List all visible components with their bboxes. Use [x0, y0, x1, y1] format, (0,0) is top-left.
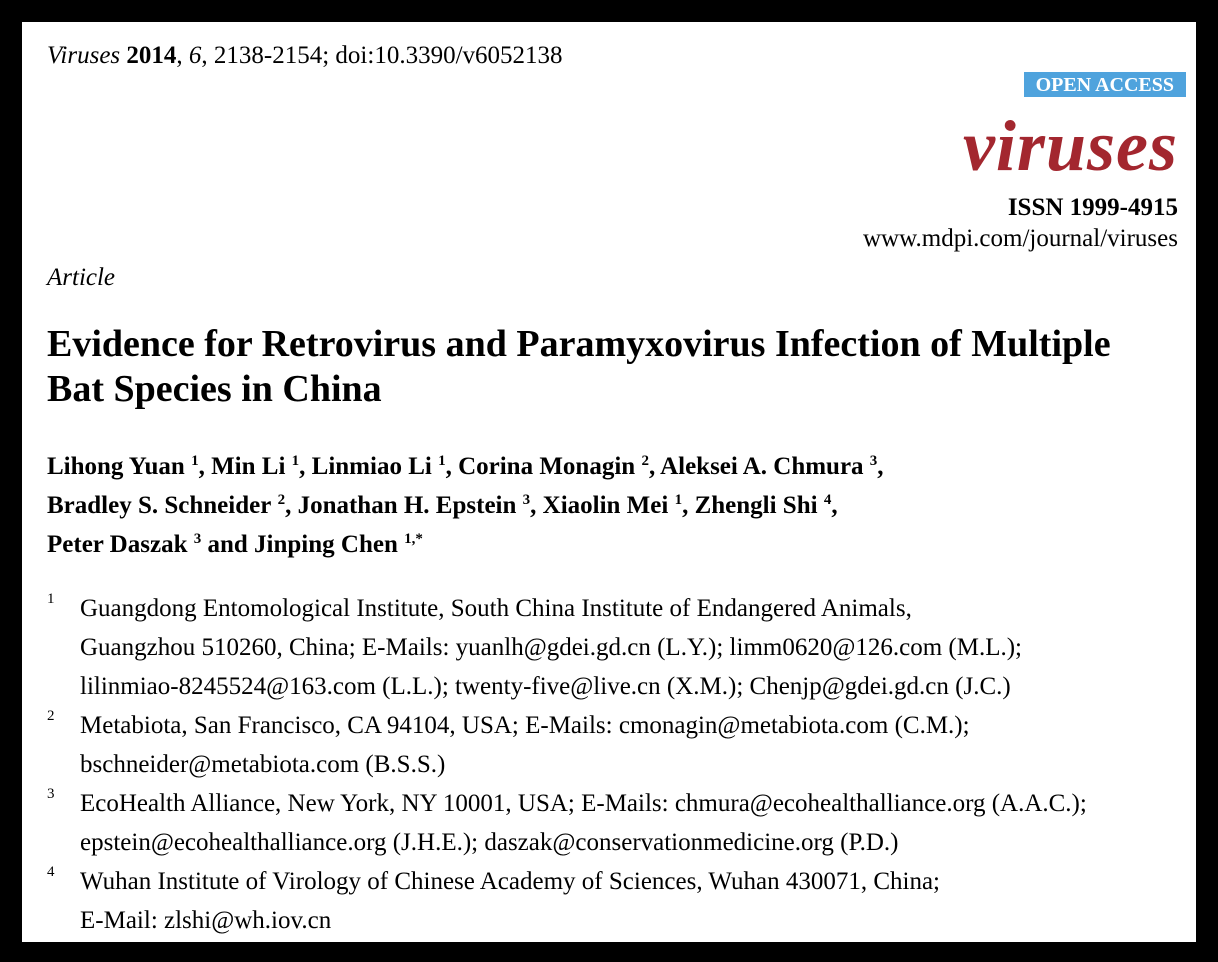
author-separator: ,: [285, 492, 298, 519]
affiliation-item: [47, 589, 1187, 706]
author-name: Bradley S. Schneider: [47, 492, 272, 519]
author-affiliation-marker: 2: [277, 492, 286, 508]
journal-logo: viruses: [962, 106, 1178, 186]
article-type: Article: [47, 264, 116, 291]
author-name: Zhengli Shi: [694, 492, 818, 519]
author-separator: ,: [198, 453, 212, 480]
affiliation-line: lilinmiao-8245524@163.com (L.L.); twenty-five@live.cn (X.M.); Chenjp@gdei.gd.cn (J.C.): [80, 673, 1011, 700]
author-separator: and: [201, 531, 255, 558]
affiliation-line: Metabiota, San Francisco, CA 94104, USA; E-Mails: cmonagin@metabiota.com (C.M.);: [80, 712, 970, 739]
publication-year: 2014: [126, 42, 177, 69]
author-separator: ,: [682, 492, 695, 519]
author-separator: ,: [445, 453, 459, 480]
author-name: Jonathan H. Epstein: [297, 492, 517, 519]
author-affiliation-marker: 1,*: [404, 531, 423, 547]
journal-name: Viruses: [47, 42, 121, 69]
author-affiliation-marker: 3: [522, 492, 531, 508]
author-affiliation-marker: 4: [823, 492, 832, 508]
affiliation-list: [47, 589, 1187, 940]
author-name: Corina Monagin: [458, 453, 636, 480]
affiliation-line: Guangdong Entomological Institute, South China Institute of Endangered Animals,: [80, 595, 912, 622]
author-affiliation-marker: 1: [438, 453, 446, 469]
document-page: [22, 22, 1196, 942]
affiliation-line: Wuhan Institute of Virology of Chinese Academy of Sciences, Wuhan 430071, China;: [80, 868, 940, 895]
affiliation-item: [47, 784, 1187, 862]
author-affiliation-marker: 3: [193, 531, 202, 547]
pages-doi: , 2138-2154; doi:10.3390/v6052138: [201, 42, 563, 69]
affiliation-line: E-Mail: zlshi@wh.iov.cn: [80, 907, 332, 934]
journal-url: www.mdpi.com/journal/viruses: [862, 225, 1178, 252]
author-name: Linmiao Li: [311, 453, 432, 480]
affiliation-line: EcoHealth Alliance, New York, NY 10001, USA; E-Mails: chmura@ecohealthalliance.org (A.A.C.);: [80, 790, 1087, 817]
affiliation-line: epstein@ecohealthalliance.org (J.H.E.); daszak@conservationmedicine.org (P.D.): [80, 829, 899, 856]
author-name: Aleksei A. Chmura: [660, 453, 864, 480]
author-separator: ,: [530, 492, 543, 519]
author-list: [47, 447, 1167, 564]
author-separator: ,: [831, 492, 838, 519]
author-name: Peter Daszak: [47, 531, 188, 558]
author-name: Xiaolin Mei: [542, 492, 669, 519]
author-name: Jinping Chen: [254, 531, 398, 558]
author-affiliation-marker: 3: [869, 453, 878, 469]
citation-line: Viruses 2014, 6, 2138-2154; doi:10.3390/v6052138: [47, 42, 563, 69]
affiliation-number: 2: [47, 708, 55, 724]
author-affiliation-marker: 2: [641, 453, 649, 469]
affiliation-line: bschneider@metabiota.com (B.S.S.): [80, 751, 446, 778]
affiliation-item: [47, 706, 1187, 784]
author-separator: ,: [648, 453, 661, 480]
author-separator: ,: [877, 453, 884, 480]
affiliation-number: 1: [47, 591, 55, 607]
volume-number: 6: [188, 42, 202, 69]
open-access-badge: OPEN ACCESS: [1024, 72, 1186, 97]
author-affiliation-marker: 1: [191, 453, 199, 469]
article-title: Evidence for Retrovirus and Paramyxovirus Infection of Multiple Bat Species in China: [47, 323, 1111, 410]
affiliation-item: [47, 862, 1187, 940]
affiliation-number: 4: [47, 864, 55, 880]
affiliation-number: 3: [47, 786, 55, 802]
author-separator: ,: [299, 453, 312, 480]
author-affiliation-marker: 1: [674, 492, 683, 508]
issn: ISSN 1999-4915: [1007, 194, 1178, 221]
author-name: Min Li: [211, 453, 286, 480]
author-affiliation-marker: 1: [291, 453, 300, 469]
affiliation-line: Guangzhou 510260, China; E-Mails: yuanlh@gdei.gd.cn (L.Y.); limm0620@126.com (M.L.);: [80, 634, 1022, 661]
author-name: Lihong Yuan: [47, 453, 185, 480]
